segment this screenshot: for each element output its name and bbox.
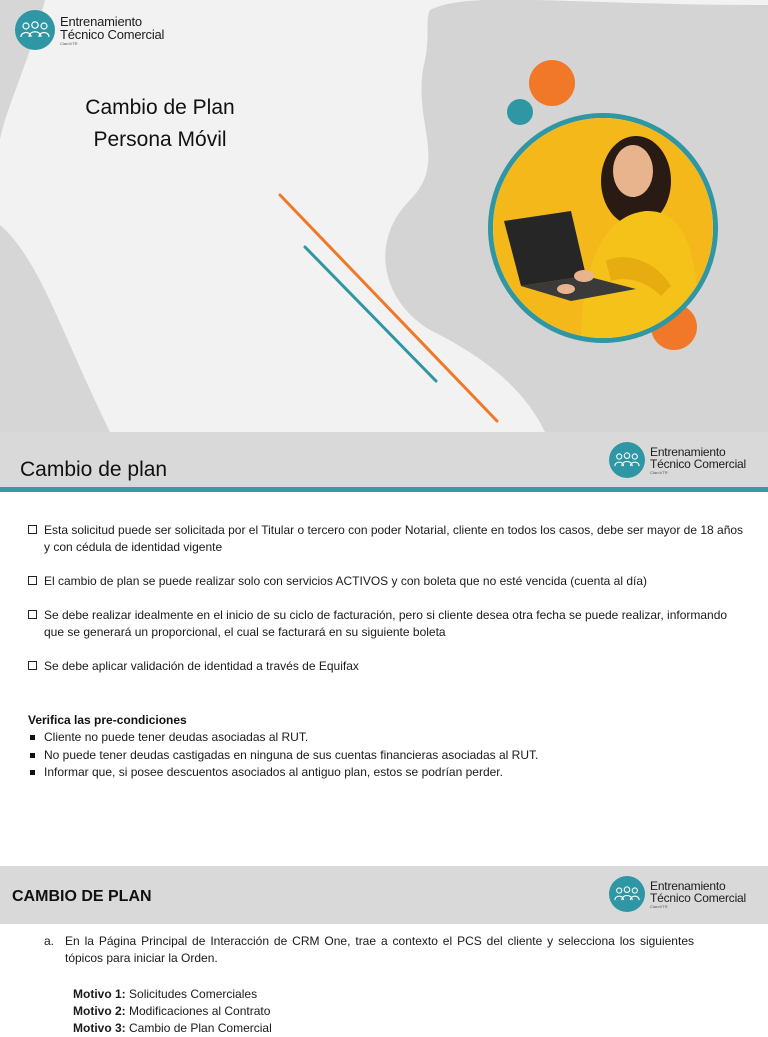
header-divider bbox=[0, 487, 768, 492]
people-icon bbox=[609, 442, 645, 478]
requirements-list bbox=[28, 522, 750, 692]
brand-line-2: Técnico Comercial bbox=[60, 26, 165, 42]
list-item: El cambio de plan se puede realizar solo con servicios ACTIVOS y con boleta que no esté vencida (cuenta al día) bbox=[28, 573, 750, 590]
brand-logo bbox=[15, 10, 164, 50]
list-item: No puede tener deudas castigadas en ninguna de sus cuentas financieras asociadas al RUT. bbox=[28, 747, 538, 765]
list-item: Esta solicitud puede ser solicitada por el Titular o tercero con poder Notarial, cliente en todos los casos, debe ser mayor de 18 años y con cédula de identidad vigente bbox=[28, 522, 750, 556]
list-item: Se debe aplicar validación de identidad a través de Equifax bbox=[28, 658, 750, 675]
list-item: Informar que, si posee descuentos asociados al antiguo plan, estos se podrían perder. bbox=[28, 764, 538, 782]
step-text: En la Página Principal de Interacción de CRM One, trae a contexto el PCS del cliente y selecciona los siguientes tópicos para iniciar la Orden. bbox=[65, 934, 694, 965]
checkbox-bullet-icon bbox=[28, 525, 37, 534]
preconditions-title: Verifica las pre-condiciones bbox=[28, 713, 187, 727]
checkbox-bullet-icon bbox=[28, 576, 37, 585]
brand-line-1: Entrenamiento bbox=[650, 878, 726, 893]
checkbox-bullet-icon bbox=[28, 661, 37, 670]
slide-title: CAMBIO DE PLAN bbox=[12, 888, 152, 905]
brand-logo bbox=[609, 876, 746, 912]
slide-title: Cambio de plan bbox=[20, 458, 168, 481]
title-slide bbox=[0, 0, 768, 432]
title-line-1: Cambio de Plan bbox=[85, 96, 235, 119]
requirements-slide bbox=[0, 432, 768, 866]
title-line-2: Persona Móvil bbox=[93, 128, 227, 151]
brand-line-1: Entrenamiento bbox=[60, 13, 142, 29]
brand-line-3: ClaroVTR bbox=[650, 903, 668, 909]
people-icon bbox=[609, 876, 645, 912]
procedure-step bbox=[44, 933, 694, 967]
preconditions-list bbox=[28, 729, 538, 782]
procedure-slide bbox=[0, 866, 768, 1035]
list-item: Se debe realizar idealmente en el inicio de su ciclo de facturación, pero si cliente desea otra fecha se puede realizar, informando que se generará un proporcional, el cual se facturará en su siguiente boleta bbox=[28, 607, 750, 641]
list-item: Motivo 1: Solicitudes Comerciales bbox=[73, 987, 258, 1001]
woman-with-laptop-photo bbox=[486, 111, 720, 345]
list-item: Cliente no puede tener deudas asociadas al RUT. bbox=[28, 729, 538, 747]
checkbox-bullet-icon bbox=[28, 610, 37, 619]
brand-line-3: ClaroVTR bbox=[60, 40, 78, 46]
brand-logo bbox=[609, 442, 746, 478]
brand-line-3: ClaroVTR bbox=[650, 469, 668, 475]
brand-line-1: Entrenamiento bbox=[650, 444, 726, 459]
brand-line-2: Técnico Comercial bbox=[650, 890, 746, 905]
brand-line-2: Técnico Comercial bbox=[650, 456, 746, 471]
people-icon bbox=[15, 10, 55, 50]
list-item: Motivo 3: Cambio de Plan Comercial bbox=[73, 1021, 272, 1035]
list-item: Motivo 2: Modificaciones al Contrato bbox=[73, 1004, 271, 1018]
motivos-list bbox=[73, 986, 272, 1037]
presentation-title bbox=[60, 92, 260, 156]
step-letter: a. bbox=[44, 934, 55, 948]
